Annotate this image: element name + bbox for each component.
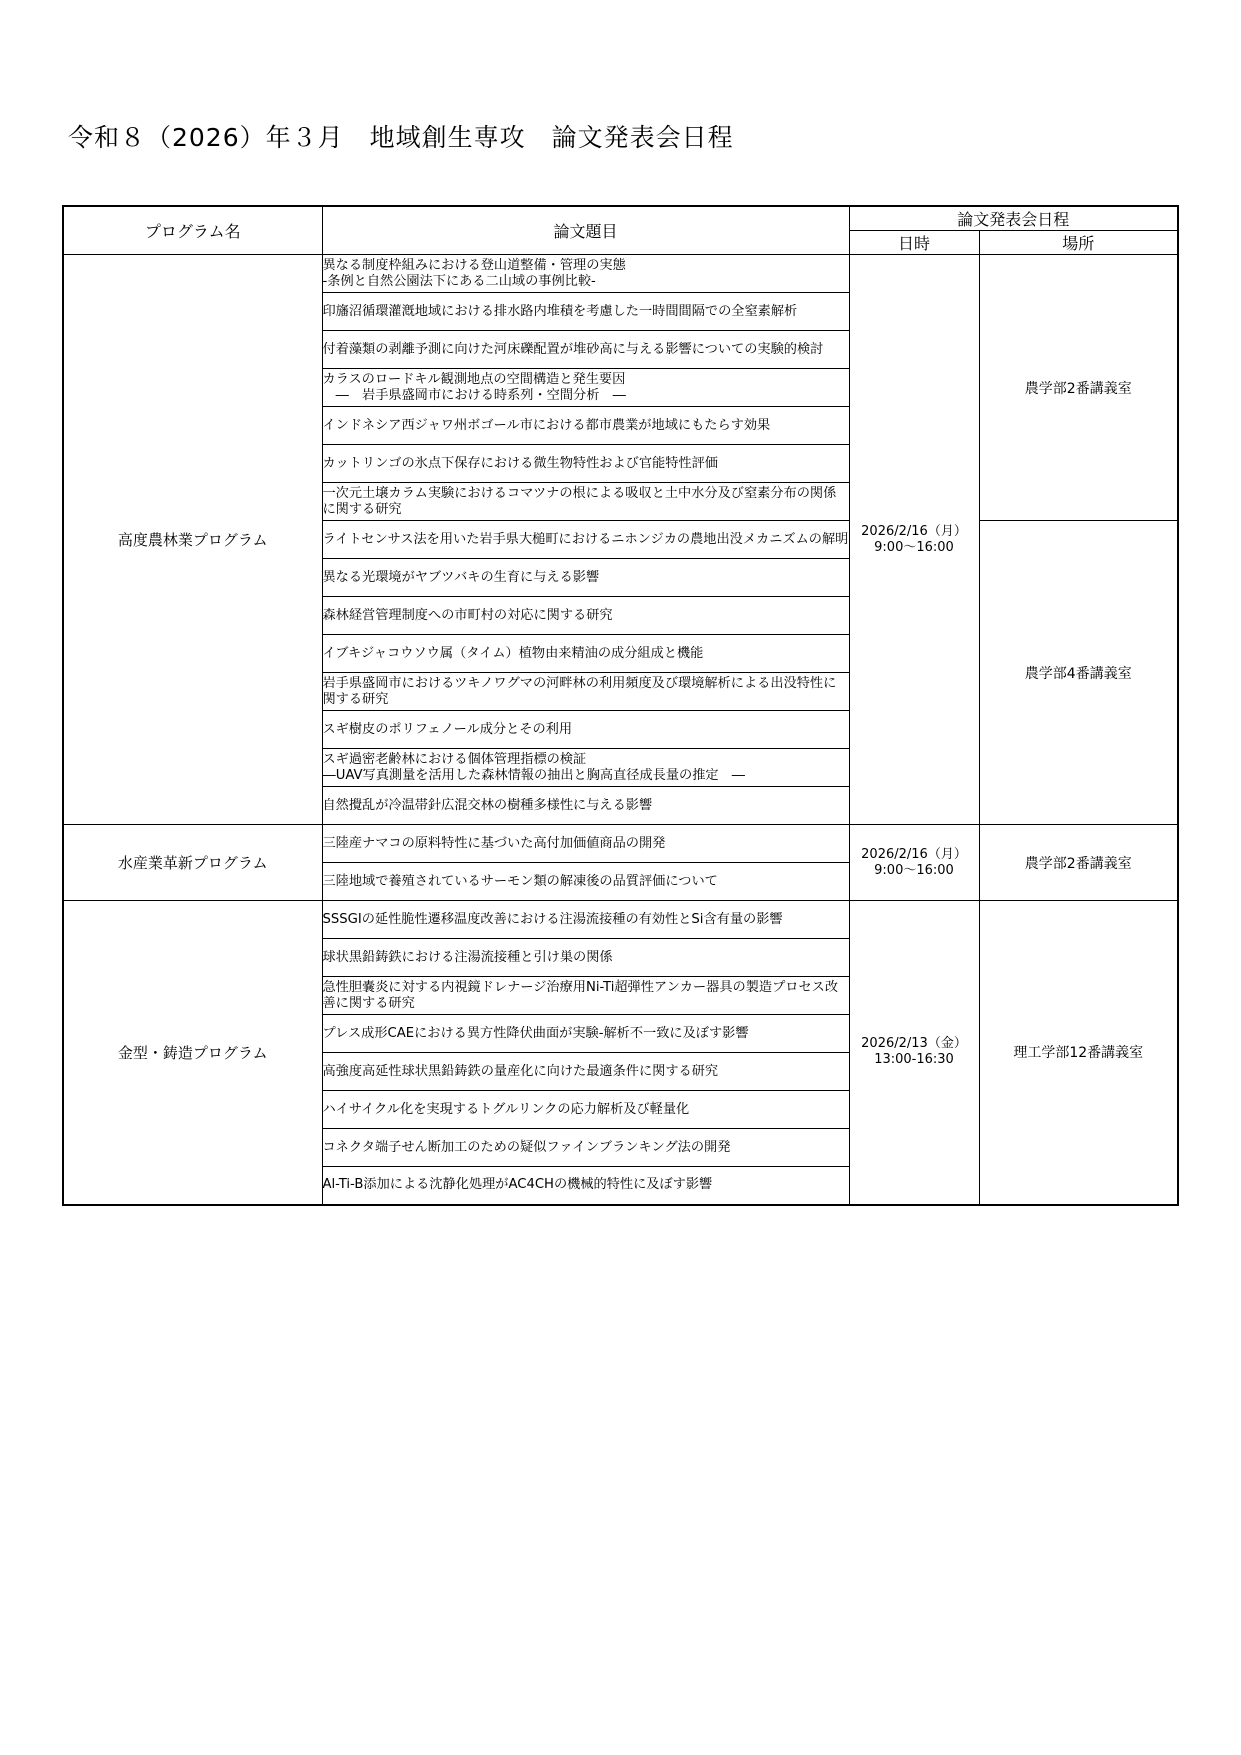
topic-title: コネクタ端子せん断加工のための疑似ファインブランキング法の開発 [322,1139,731,1155]
topic-title: 高強度高延性球状黒鉛鋳鉄の量産化に向けた最適条件に関する研究 [322,1063,719,1079]
page-title: 令和８（2026）年３月 地域創生専攻 論文発表会日程 [68,123,734,152]
topic-title: 三陸産ナマコの原料特性に基づいた高付加価値商品の開発 [322,835,666,851]
topic-title: 自然攪乱が冷温帯針広混交林の樹種多様性に与える影響 [322,797,653,813]
header-program: プログラム名 [63,206,322,255]
topic-title: 球状黒鉛鋳鉄における注湯流接種と引け巣の関係 [322,949,613,965]
topic-title: カラスのロードキル観測地点の空間構造と発生要因 ― 岩手県盛岡市における時系列・空間分析 ― [322,371,626,403]
topic-title: 森林経営管理制度への市町村の対応に関する研究 [322,607,613,623]
topic-title: スギ樹皮のポリフェノール成分とその利用 [322,721,573,737]
topic-title: 急性胆嚢炎に対する内視鏡ドレナージ治療用Ni-Ti超弾性アンカー器具の製造プロセス改善に関する研究 [322,979,839,1011]
header-place: 場所 [979,231,1178,255]
topic-title: 付着藻類の剥離予測に向けた河床礫配置が堆砂高に与える影響についての実験的検討 [322,341,824,357]
header-datetime: 日時 [849,231,979,255]
topic-title: SSSGIの延性脆性遷移温度改善における注湯流接種の有効性とSi含有量の影響 [322,911,783,927]
topic-title: 一次元土壌カラム実験におけるコマツナの根による吸収と土中水分及び窒素分布の関係に関する研究 [322,485,837,517]
program-name: 高度農林業プログラム [63,255,322,825]
topic-title: プレス成形CAEにおける異方性降伏曲面が実験-解析不一致に及ぼす影響 [322,1025,749,1041]
table-row [63,255,1178,293]
header-topic: 論文題目 [322,206,849,255]
schedule-body [63,255,1178,1205]
topic-title: 異なる光環境がヤブツバキの生育に与える影響 [322,569,600,585]
header-schedule: 論文発表会日程 [849,206,1178,231]
topic-title: ハイサイクル化を実現するトグルリンクの応力解析及び軽量化 [322,1101,690,1117]
topic-title: Al-Ti-B添加による沈静化処理がAC4CHの機械的特性に及ぼす影響 [322,1177,713,1193]
topic-title: スギ過密老齢林における個体管理指標の検証 ―UAV写真測量を活用した森林情報の抽出と胸高直径成長量の推定 ― [322,751,745,783]
topic-title: イブキジャコウソウ属（タイム）植物由来精油の成分組成と機能 [322,645,704,661]
session-room: 農学部4番講義室 [979,521,1178,825]
topic-title: ライトセンサス法を用いた岩手県大槌町におけるニホンジカの農地出没メカニズムの解明 [322,531,849,547]
table-row [63,901,1178,939]
session-room: 農学部2番講義室 [979,825,1178,901]
session-room: 農学部2番講義室 [979,255,1178,521]
topic-title: 岩手県盛岡市におけるツキノワグマの河畔林の利用頻度及び環境解析による出没特性に関する研究 [322,675,837,707]
topic-title: 印旛沼循環灌漑地域における排水路内堆積を考慮した一時間間隔での全窒素解析 [322,303,798,319]
session-room: 理工学部12番講義室 [979,901,1178,1205]
topic-title: 三陸地域で養殖されているサーモン類の解凍後の品質評価について [322,873,718,889]
program-name: 水産業革新プログラム [63,825,322,901]
session-datetime: 2026/2/16（月） 9:00～16:00 [849,825,979,901]
topic-title: インドネシア西ジャワ州ボゴール市における都市農業が地域にもたらす効果 [322,417,771,433]
topic-title: カットリンゴの氷点下保存における微生物特性および官能特性評価 [322,455,718,471]
schedule-table [62,205,1179,1206]
topic-title: 異なる制度枠組みにおける登山道整備・管理の実態 -条例と自然公園法下にある二山域の事例比較- [322,257,626,289]
program-name: 金型・鋳造プログラム [63,901,322,1205]
session-datetime: 2026/2/16（月） 9:00～16:00 [849,255,979,825]
table-row [63,825,1178,863]
session-datetime: 2026/2/13（金） 13:00-16:30 [849,901,979,1205]
